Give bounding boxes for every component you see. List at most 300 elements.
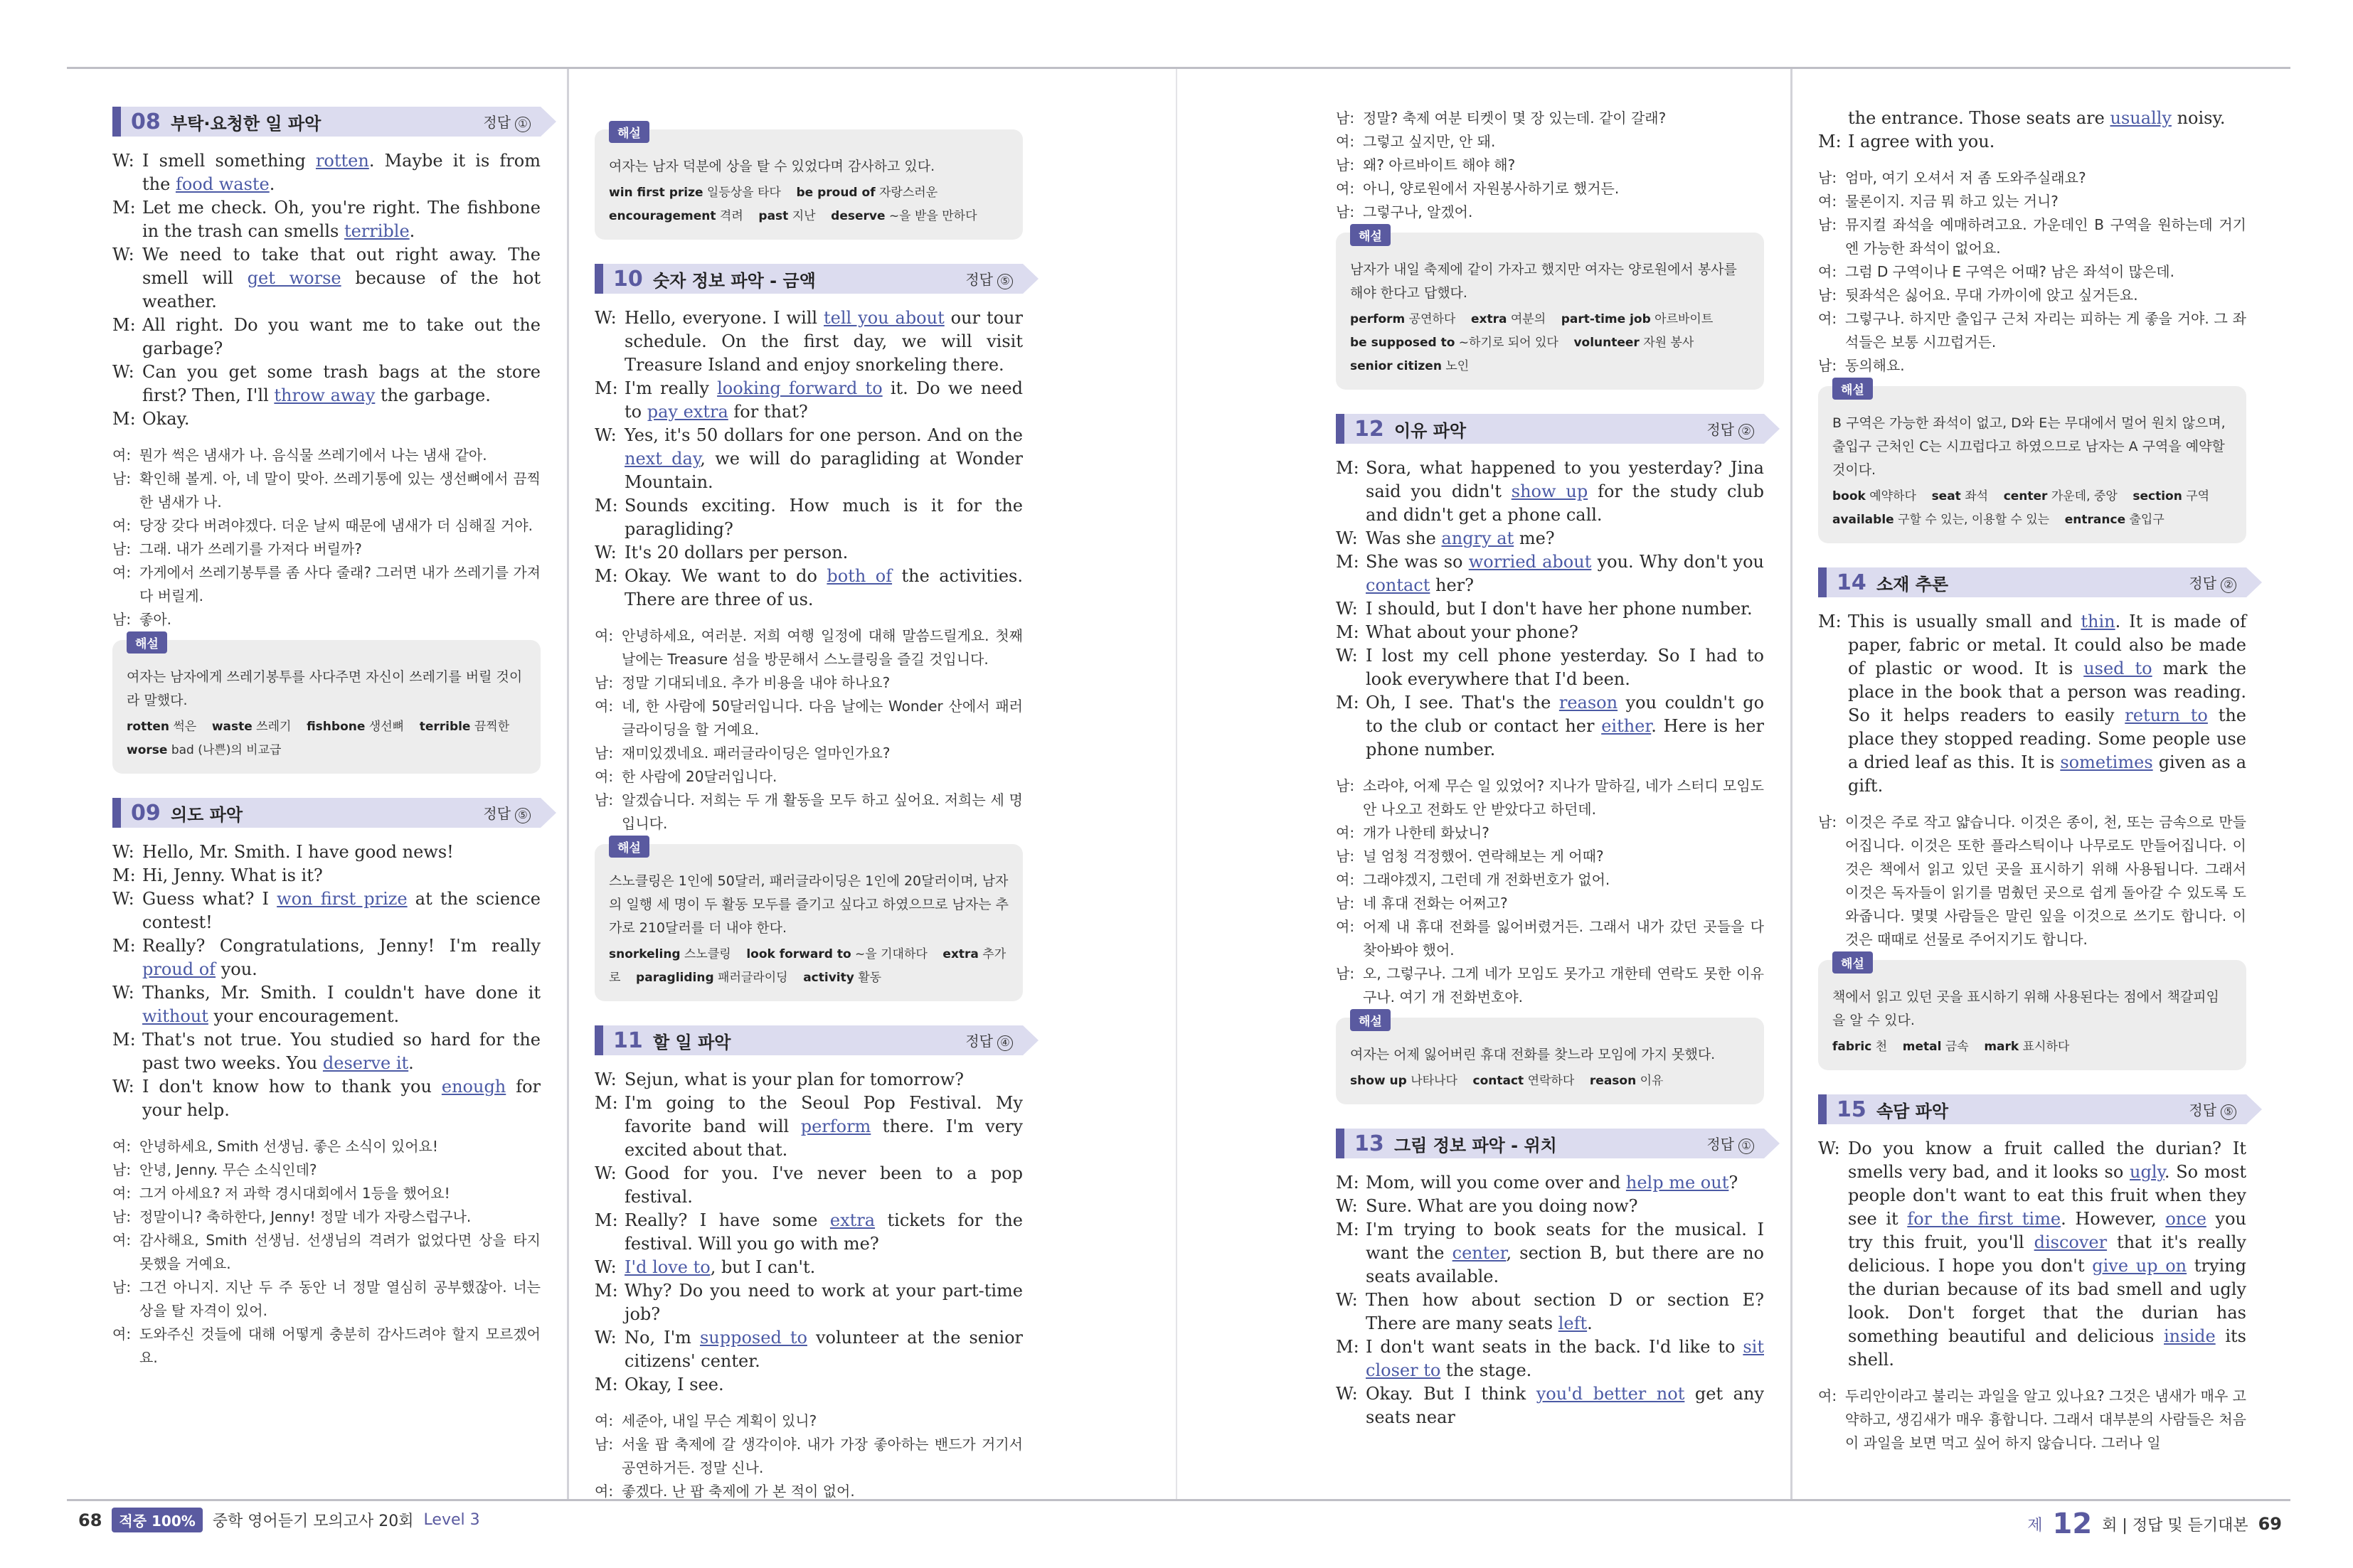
speaker: W: [112, 842, 134, 862]
speaker: 여: [112, 1326, 132, 1343]
line-text: Let me check. Oh, you're right. The fishbone in the trash can smells terrible. [142, 198, 541, 241]
question-10 [595, 264, 1023, 1001]
speaker: M: [1818, 132, 1842, 151]
answer-label: 정답 ② [2189, 572, 2236, 593]
question-number: 14 [1837, 570, 1866, 595]
answer-label: 정답 ⑤ [2189, 1099, 2236, 1120]
line-text: 정말이니? 축하한다, Jenny! 정말 네가 자랑스럽구나. [139, 1208, 472, 1225]
speaker [1818, 107, 1848, 130]
speaker: M: [112, 936, 136, 956]
speaker: M: [595, 566, 618, 586]
vocabulary-list: perform 공연하다 extra 여분의 part-time job 아르바이트 be supposed to ~하기로 되어 있다 volunteer 자원 봉사 senior citizen 노인 [1350, 312, 1714, 373]
script-line [595, 1162, 1023, 1209]
explanation-box [112, 637, 541, 774]
english-script [595, 1068, 1023, 1397]
explanation-tag: 해설 [1350, 1009, 1391, 1031]
answer-mark: ① [515, 117, 531, 132]
answer-label: 정답 ② [1706, 418, 1754, 439]
explanation-text: 남자가 내일 축제에 같이 가자고 했지만 여자는 양로원에서 봉사를 해야 한다고 답했다. [1350, 262, 1737, 301]
script-line [112, 864, 541, 887]
column-divider [567, 69, 569, 1499]
speaker: M: [112, 198, 136, 218]
translation-line [112, 1205, 541, 1229]
english-script [112, 841, 541, 1122]
translation-line [595, 789, 1023, 836]
translation-line [112, 538, 541, 561]
question-12 [1336, 414, 1764, 1104]
script-line [112, 361, 541, 407]
korean-translation [1336, 774, 1764, 1009]
translation-line [1818, 307, 2246, 354]
line-text: the entrance. Those seats are usually noisy. [1848, 108, 2226, 128]
explanation-tag: 해설 [127, 631, 167, 654]
script-line [112, 841, 541, 864]
translation-line [112, 608, 541, 631]
english-script [595, 306, 1023, 612]
translation-line [1336, 774, 1764, 821]
line-text: 가게에서 쓰레기봉투를 좀 사다 줄래? 그러면 내가 쓰레기를 가져다 버릴게. [139, 564, 541, 604]
question-type: 의도 파악 [171, 804, 243, 825]
translation-line [1336, 201, 1764, 224]
english-script [1336, 1171, 1764, 1429]
script-line [595, 424, 1023, 494]
speaker: 여: [1336, 918, 1355, 935]
speaker: W: [1336, 599, 1358, 619]
english-script [1336, 457, 1764, 762]
speaker: M: [1336, 693, 1359, 713]
line-text: 그래야겠지, 그런데 개 전화번호가 없어. [1363, 871, 1610, 888]
translation-line [1818, 354, 2246, 378]
speaker: W: [595, 1328, 617, 1348]
explanation-tag: 해설 [1350, 224, 1391, 246]
speaker: W: [595, 1070, 617, 1089]
explanation-tag: 해설 [1832, 378, 1873, 400]
explanation-tag: 해설 [609, 121, 649, 143]
page-number: 69 [2258, 1514, 2282, 1534]
speaker: M: [595, 496, 618, 516]
line-text: Okay. [142, 409, 190, 429]
translation-line [1336, 821, 1764, 845]
line-text: 그렇구나. 하지만 출입구 근처 자리는 피하는 게 좋을 거야. 그 좌석들은 보통 시끄럽거든. [1845, 310, 2246, 351]
korean-translation [112, 1135, 541, 1370]
script-line [595, 1068, 1023, 1092]
line-text: No, I'm supposed to volunteer at the senior citizens' center. [625, 1328, 1024, 1371]
script-line [1818, 130, 2246, 154]
question-13-continued [1818, 107, 2246, 543]
script-line [1336, 1335, 1764, 1382]
line-text: 뮤지컬 좌석을 예매하려고요. 가운데인 B 구역을 원하는데 거기엔 가능한 좌석이 없어요. [1845, 216, 2246, 257]
speaker: 남: [1336, 848, 1355, 865]
speaker: 여: [1336, 180, 1355, 197]
answer-label: 정답 ① [483, 111, 531, 132]
translation-line [1818, 260, 2246, 284]
translation-line [595, 1409, 1023, 1433]
column-3 [1336, 107, 1764, 1429]
vocabulary-list: book 예약하다 seat 좌석 center 가운데, 중앙 section 구역 available 구할 수 있는, 이용할 수 있는 entrance 출입구 [1832, 489, 2210, 527]
line-text: 오, 그렇구나. 그게 네가 모임도 못가고 개한테 연락도 못한 이유구나. 여기 개 전화번호야. [1363, 965, 1764, 1006]
line-text: I don't want seats in the back. I'd like to sit closer to the stage. [1366, 1337, 1764, 1380]
line-text: 당장 갖다 버려야겠다. 더운 날씨 때문에 냄새가 더 심해질 거야. [139, 517, 533, 534]
speaker: W: [112, 983, 134, 1003]
translation-line [595, 765, 1023, 789]
speaker: 여: [112, 564, 132, 581]
line-text: 한 사람에 20달러입니다. [622, 768, 777, 785]
line-text: I lost my cell phone yesterday. So I had to look everywhere that I'd been. [1366, 646, 1764, 689]
line-text: 정말? 축제 여분 티켓이 몇 장 있는데. 같이 갈래? [1363, 110, 1667, 127]
line-text: 안녕, Jenny. 무슨 소식인데? [139, 1161, 317, 1178]
line-text: Sure. What are you doing now? [1366, 1196, 1638, 1216]
speaker: 여: [112, 1138, 132, 1155]
speaker: W: [595, 425, 617, 445]
speaker: M: [112, 409, 136, 429]
script-line [595, 565, 1023, 612]
column-4 [1818, 107, 2246, 1455]
line-text: 서울 팝 축제에 갈 생각이야. 내가 가장 좋아하는 밴드가 거기서 공연하거든. 정말 신나. [622, 1436, 1023, 1476]
line-text: I agree with you. [1848, 132, 1995, 151]
line-text: 그렇고 싶지만, 안 돼. [1363, 133, 1496, 150]
page-gutter [1176, 69, 1177, 1499]
line-text: Sounds exciting. How much is it for the paragliding? [625, 496, 1023, 539]
translation-line [1336, 107, 1764, 130]
line-text: I smell something rotten. Maybe it is from the food waste. [142, 151, 541, 194]
level-label: Level 3 [423, 1511, 480, 1529]
speaker: M: [112, 1030, 136, 1050]
script-line [1336, 1289, 1764, 1335]
question-type: 이유 파악 [1394, 420, 1467, 441]
line-text: 안녕하세요, Smith 선생님. 좋은 소식이 있어요! [139, 1138, 438, 1155]
speaker: 여: [595, 1483, 614, 1500]
line-text: Hi, Jenny. What is it? [142, 865, 323, 885]
line-text: 좋겠다. 난 팝 축제에 가 본 적이 없어. [622, 1483, 855, 1500]
line-text: 널 엄청 걱정했어. 연락해보는 게 어때? [1363, 848, 1604, 865]
question-type: 할 일 파악 [653, 1032, 731, 1052]
vocabulary-list: snorkeling 스노클링 look forward to ~을 기대하다 extra 추가로 paragliding 패러글라이딩 activity 활동 [609, 947, 1006, 985]
line-text: 뒷좌석은 싫어요. 무대 가까이에 앉고 싶거든요. [1845, 287, 2138, 304]
speaker: 여: [1336, 871, 1355, 888]
explanation-tag: 해설 [1832, 951, 1873, 974]
translation-line [1818, 1385, 2246, 1455]
answer-label: 정답 ⑤ [965, 268, 1013, 289]
speaker: M: [595, 1375, 618, 1394]
line-text: I'm trying to book seats for the musical. I want the center, section B, but there are no seats available. [1366, 1220, 1764, 1286]
speaker: 남: [112, 1279, 132, 1296]
translation-line [1336, 868, 1764, 892]
question-11 [595, 1025, 1023, 1503]
translation-line [112, 1158, 541, 1182]
answer-mark: ⑤ [515, 808, 531, 823]
column-divider [1790, 69, 1792, 1499]
question-number: 08 [131, 109, 161, 134]
test-prefix: 제 [2027, 1516, 2043, 1535]
korean-translation [1818, 166, 2246, 378]
script-line [112, 934, 541, 981]
speaker: 남: [112, 1208, 132, 1225]
translation-line [1818, 811, 2246, 951]
question-13 [1336, 1129, 1764, 1429]
line-text: Yes, it's 50 dollars for one person. And on the next day, we will do paragliding at Wonder Mountain. [625, 425, 1024, 492]
script-line [112, 1075, 541, 1122]
line-text: 세준아, 내일 무슨 계획이 있니? [622, 1412, 817, 1429]
explanation-box [1818, 957, 2246, 1070]
speaker: 남: [595, 745, 614, 762]
speaker: 남: [112, 470, 132, 487]
column-1 [112, 107, 541, 1370]
book-title: 중학 영어듣기 모의고사 20회 [212, 1513, 414, 1530]
test-suffix: 회 | 정답 및 듣기대본 [2102, 1516, 2248, 1535]
answer-mark: ⑤ [2221, 1104, 2236, 1120]
question-type: 소재 추론 [1876, 574, 1949, 594]
question-09 [112, 798, 541, 1370]
footer-right [2027, 1508, 2282, 1540]
page-number: 68 [78, 1510, 102, 1530]
translation-line [112, 444, 541, 467]
translation-line [1818, 190, 2246, 213]
speaker: 여: [1818, 310, 1837, 327]
translation-line [112, 561, 541, 608]
translation-line [112, 1323, 541, 1370]
speaker: 남: [1336, 156, 1355, 174]
speaker: M: [1336, 1173, 1359, 1193]
explanation-text: 여자는 어제 잃어버린 휴대 전화를 찾느라 모임에 가지 못했다. [1350, 1047, 1716, 1062]
speaker: 여: [595, 768, 614, 785]
translation-line [112, 1229, 541, 1276]
line-text: 개가 나한테 화났니? [1363, 824, 1489, 841]
script-line [1818, 1137, 2246, 1372]
translation-line [595, 695, 1023, 742]
speaker: M: [595, 1210, 618, 1230]
translation-line [1818, 213, 2246, 260]
translation-line [1818, 284, 2246, 307]
speaker: W: [112, 151, 134, 171]
speaker: 여: [1818, 1387, 1837, 1404]
speaker: M: [112, 865, 136, 885]
line-text: 그렇구나, 알겠어. [1363, 203, 1473, 220]
line-text: Can you get some trash bags at the store first? Then, I'll throw away the garbage. [142, 362, 541, 405]
translation-line [595, 1480, 1023, 1503]
question-type: 속담 파악 [1876, 1101, 1949, 1121]
line-text: Hello, Mr. Smith. I have good news! [142, 842, 454, 862]
brand-badge: 적중 100% [112, 1508, 202, 1532]
speaker: M: [1336, 458, 1359, 478]
line-text: Good for you. I've never been to a pop festival. [625, 1163, 1023, 1207]
line-text: Thanks, Mr. Smith. I couldn't have done it without your encouragement. [142, 983, 541, 1026]
script-line [595, 1209, 1023, 1256]
speaker: 남: [1818, 287, 1837, 304]
line-text: Okay. But I think you'd better not get any seats near [1366, 1384, 1764, 1427]
translation-line [1818, 166, 2246, 190]
speaker: 남: [1818, 357, 1837, 374]
speaker: W: [595, 543, 617, 562]
speaker: M: [1336, 622, 1359, 642]
question-15 [1818, 1094, 2246, 1455]
line-text: 아니, 양로원에서 자원봉사하기로 했거든. [1363, 180, 1620, 197]
line-text: Oh, I see. That's the reason you couldn't go to the club or contact her either. Here is her phone number. [1366, 693, 1765, 759]
script-line [112, 196, 541, 243]
line-text: 그거 아세요? 저 과학 경시대회에서 1등을 했어요! [139, 1185, 450, 1202]
speaker: 여: [1336, 824, 1355, 841]
line-text: Then how about section D or section E? There are many seats left. [1366, 1290, 1764, 1333]
line-text: It's 20 dollars per person. [625, 543, 849, 562]
speaker: 남: [1336, 965, 1355, 982]
translation-line [112, 1182, 541, 1205]
speaker: M: [112, 315, 136, 335]
line-text: 안녕하세요, 여러분. 저희 여행 일정에 대해 말씀드릴게요. 첫째 날에는 Treasure 섬을 방문해서 스노클링을 즐길 것입니다. [622, 627, 1023, 668]
script-line [1336, 527, 1764, 550]
question-type: 그림 정보 파악 - 위치 [1394, 1135, 1557, 1156]
translation-line [112, 1276, 541, 1323]
script-line [112, 314, 541, 361]
line-text: 감사해요, Smith 선생님. 선생님의 격려가 없었다면 상을 타지 못했을 거예요. [139, 1232, 541, 1272]
korean-translation [112, 444, 541, 631]
speaker: M: [595, 1093, 618, 1113]
script-line [112, 1028, 541, 1075]
speaker: W: [1336, 1384, 1358, 1404]
top-rule [67, 67, 2290, 69]
line-text: 그건 아니지. 지난 두 주 동안 너 정말 열심히 공부했잖아. 너는 상을 탈 자격이 있어. [139, 1279, 541, 1319]
question-number: 10 [613, 266, 643, 292]
test-number: 12 [2052, 1508, 2093, 1540]
line-text: Sora, what happened to you yesterday? Jina said you didn't show up for the study club and didn't get a phone call. [1366, 458, 1764, 525]
speaker: W: [1818, 1138, 1840, 1158]
line-text: 소라야, 어제 무슨 일 있었어? 지나가 말하길, 네가 스터디 모임도 안 나오고 전화도 안 받았다고 하던데. [1363, 777, 1764, 818]
script-line [595, 1092, 1023, 1162]
explanation-text: B 구역은 가능한 좌석이 없고, D와 E는 무대에서 멀어 원치 않으며, 출입구 근처인 C는 시끄럽다고 하였으므로 남자는 A 구역을 예약할 것이다. [1832, 415, 2226, 478]
question-type: 부탁·요청한 일 파악 [171, 113, 322, 134]
translation-line [1336, 177, 1764, 201]
korean-translation [595, 624, 1023, 836]
line-text: 어제 내 휴대 전화를 잃어버렸거든. 그래서 내가 갔던 곳들을 다 찾아봐야 했어. [1363, 918, 1764, 959]
line-text: She was so worried about you. Why don't you contact her? [1366, 552, 1765, 595]
line-text: I don't know how to thank you enough for your help. [142, 1077, 541, 1120]
line-text: 좋아. [139, 611, 171, 628]
translation-line [112, 467, 541, 514]
korean-translation [595, 1409, 1023, 1503]
explanation-box [595, 129, 1023, 240]
translation-line [1336, 130, 1764, 154]
vocabulary-list: fabric 천 metal 금속 mark 표시하다 [1832, 1040, 2070, 1054]
speaker: 여: [1818, 193, 1837, 210]
speaker: 남: [112, 611, 132, 628]
script-line [1336, 644, 1764, 691]
line-text: Why? Do you need to work at your part-time job? [625, 1281, 1023, 1324]
script-line [595, 1279, 1023, 1326]
question-number: 09 [131, 800, 161, 826]
explanation-text: 여자는 남자에게 쓰레기봉투를 사다주면 자신이 쓰레기를 버릴 것이라 말했다. [127, 669, 523, 708]
speaker: W: [595, 308, 617, 328]
line-text: What about your phone? [1366, 622, 1578, 642]
vocabulary-list: win first prize 일등상을 타다 be proud of 자랑스러운 encouragement 격려 past 지난 deserve ~을 받을 만하다 [609, 186, 977, 223]
korean-translation [1336, 107, 1764, 224]
speaker: 남: [1336, 110, 1355, 127]
translation-line [595, 671, 1023, 695]
answer-mark: ① [1738, 1138, 1754, 1154]
vocabulary-list: rotten 썩은 waste 쓰레기 fishbone 생선뼈 terrible 끔찍한 worse bad (나쁜)의 비교급 [127, 720, 510, 757]
speaker: 남: [112, 1161, 132, 1178]
script-line [595, 306, 1023, 377]
explanation-text: 스노클링은 1인에 50달러, 패러글라이딩은 1인에 20달러이며, 남자의 일행 세 명이 두 활동 모두를 즐기고 싶다고 하였으므로 남자는 추가로 210달러를 더 내야 한다. [609, 873, 1009, 936]
script-line [1336, 550, 1764, 597]
script-line [595, 1256, 1023, 1279]
translation-line [1336, 845, 1764, 868]
line-text: 뭔가 썩은 냄새가 나. 음식물 쓰레기에서 나는 냄새 같아. [139, 447, 487, 464]
speaker: M: [595, 1281, 618, 1301]
translation-line [595, 742, 1023, 765]
speaker: W: [1336, 1196, 1358, 1216]
speaker: M: [1336, 1220, 1359, 1239]
answer-mark: ④ [997, 1035, 1013, 1051]
speaker: W: [1336, 528, 1358, 548]
question-header [1818, 1094, 2246, 1124]
line-text: Really? Congratulations, Jenny! I'm really proud of you. [142, 936, 541, 979]
speaker: M: [1336, 552, 1359, 572]
script-line [112, 149, 541, 196]
line-text: 도와주신 것들에 대해 어떻게 충분히 감사드려야 할지 모르겠어요. [139, 1326, 541, 1366]
line-text: That's not true. You studied so hard for the past two weeks. You deserve it. [142, 1030, 541, 1073]
question-type: 숫자 정보 파악 - 금액 [653, 270, 816, 291]
script-line [1336, 1218, 1764, 1289]
bottom-rule [67, 1499, 2290, 1501]
speaker: W: [112, 1077, 134, 1097]
translation-line [1336, 892, 1764, 915]
question-header [112, 798, 541, 828]
speaker: 남: [1818, 169, 1837, 186]
script-line [112, 981, 541, 1028]
line-text: 그럼 D 구역이나 E 구역은 어때? 남은 좌석이 많은데. [1845, 263, 2174, 280]
line-text: 정말 기대되네요. 추가 비용을 내야 하나요? [622, 674, 891, 691]
question-header [1818, 567, 2246, 597]
line-text: 네, 한 사람에 50달러입니다. 다음 날에는 Wonder 산에서 패러글라이딩을 할 거예요. [622, 698, 1023, 738]
speaker: M: [1336, 1337, 1359, 1357]
script-line [1818, 610, 2246, 798]
english-script [1818, 107, 2246, 154]
speaker: M: [1818, 612, 1842, 631]
script-line [595, 377, 1023, 424]
line-text: 그래. 내가 쓰레기를 가져다 버릴까? [139, 540, 362, 558]
speaker: 여: [595, 627, 614, 644]
speaker: 여: [1818, 263, 1837, 280]
english-script [112, 149, 541, 431]
speaker: 남: [1818, 814, 1837, 831]
script-line [1336, 1195, 1764, 1218]
answer-mark: ⑤ [997, 274, 1013, 289]
line-text: All right. Do you want me to take out the garbage? [142, 315, 541, 358]
script-line [1336, 621, 1764, 644]
speaker: 남: [595, 674, 614, 691]
speaker: 남: [595, 1436, 614, 1453]
answer-mark: ② [2221, 577, 2236, 593]
explanation-text: 여자는 남자 덕분에 상을 탈 수 있었다며 감사하고 있다. [609, 159, 935, 174]
line-text: Hello, everyone. I will tell you about our tour schedule. On the first day, we will visit Treasure Island and enjoy snorkeling there. [625, 308, 1023, 375]
speaker: 남: [1336, 895, 1355, 912]
line-text: Guess what? I won first prize at the science contest! [142, 889, 541, 932]
speaker: W: [595, 1163, 617, 1183]
speaker: W: [595, 1257, 617, 1277]
speaker: 남: [1336, 203, 1355, 220]
script-line [1336, 1171, 1764, 1195]
script-line [595, 494, 1023, 541]
script-line [112, 887, 541, 934]
footer-left [78, 1508, 480, 1532]
korean-translation [1818, 1385, 2246, 1455]
translation-line [1336, 154, 1764, 177]
line-text: 알겠습니다. 저희는 두 개 활동을 모두 하고 싶어요. 저희는 세 명입니다. [622, 791, 1023, 832]
question-14 [1818, 567, 2246, 1070]
answer-label: 정답 ⑤ [483, 802, 531, 823]
question-header [595, 264, 1023, 294]
speaker: 여: [112, 1185, 132, 1202]
script-line [595, 541, 1023, 565]
speaker: 남: [1336, 777, 1355, 794]
